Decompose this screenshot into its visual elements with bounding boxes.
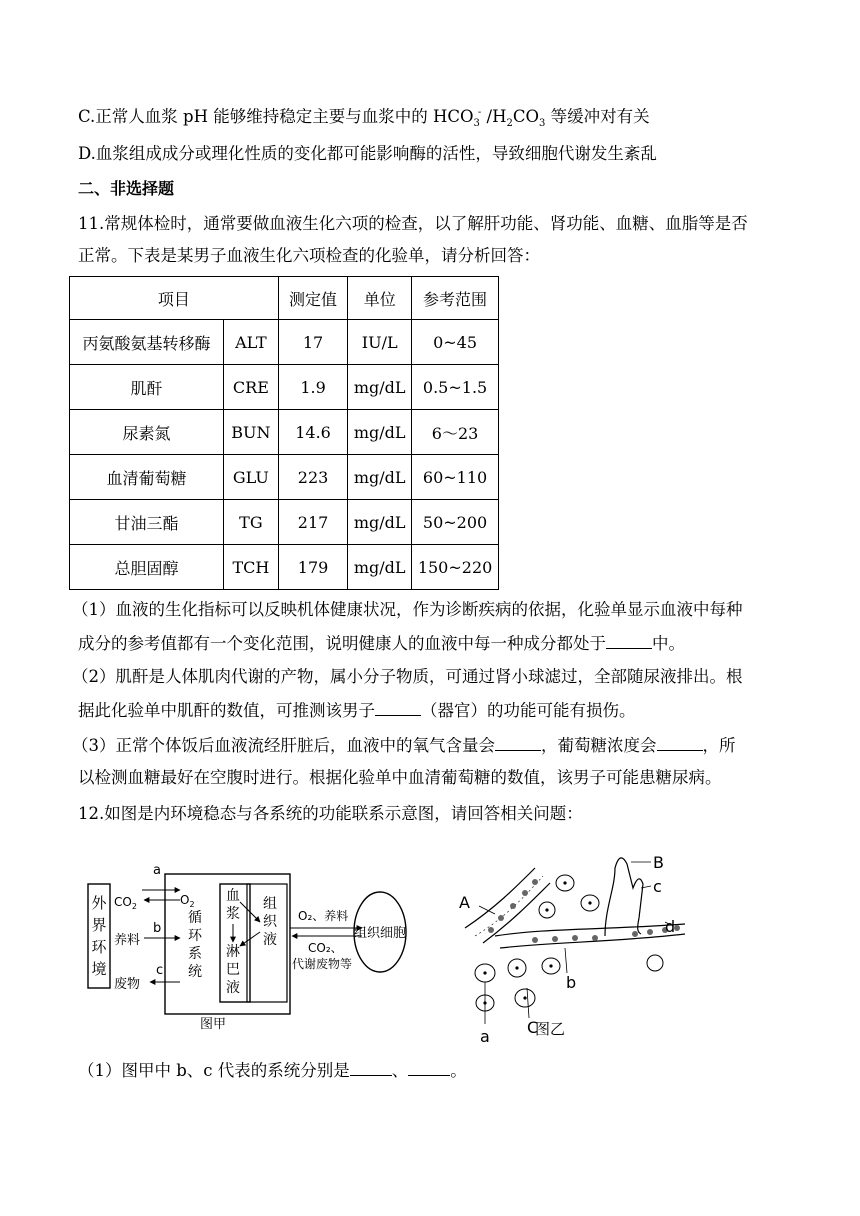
- header-item: 项目: [70, 277, 279, 320]
- waste-label: 废物: [114, 977, 141, 992]
- plasma-char: 浆: [226, 906, 240, 922]
- o2-label: $O_2$: [180, 893, 195, 909]
- cell-unit: mg/dL: [348, 500, 412, 545]
- option-c: C.正常人血浆 pH 能够维持稳定主要与血浆中的 $HCO_3^-$ $/H_2CO_3$ 等缓冲对有关: [78, 107, 650, 129]
- arrow-bottom-label: 代谢废物等: [292, 957, 353, 971]
- circulatory-char: 统: [188, 964, 202, 980]
- answer-blank[interactable]: [375, 699, 421, 716]
- label-a: a: [153, 863, 161, 878]
- table-row: [70, 500, 499, 545]
- option-d: D.血浆组成成分或理化性质的变化都可能影响酶的活性，导致细胞代谢发生紊乱: [78, 144, 657, 163]
- q11-p3-line2: 以检测血糖最好在空腹时进行。根据化验单中血清葡萄糖的数值，该男子可能患糖尿病。: [78, 768, 722, 787]
- table-header-row: [70, 277, 499, 320]
- cell-name: 血清葡萄糖: [70, 455, 224, 500]
- cell-abbr: TG: [224, 500, 279, 545]
- figure-b-caption: 图乙: [535, 1020, 566, 1038]
- cell-value: 1.9: [278, 365, 348, 410]
- figure-a-caption: 图甲: [199, 1017, 227, 1032]
- table-row: [70, 365, 499, 410]
- fig-b-label-B: B: [653, 853, 664, 872]
- co2-label: $CO_2$: [114, 895, 137, 911]
- cell-value: 217: [278, 500, 348, 545]
- table-row: [70, 455, 499, 500]
- header-value: 测定值: [278, 277, 348, 320]
- cell-name: 尿素氮: [70, 410, 224, 455]
- cell-range: 0~45: [412, 320, 499, 365]
- figure-a: [80, 862, 407, 1032]
- fig-b-label-A: A: [459, 893, 470, 912]
- cell-range: 6～23: [412, 410, 499, 455]
- answer-blank[interactable]: [495, 734, 541, 751]
- cell-unit: IU/L: [348, 320, 412, 365]
- answer-blank[interactable]: [408, 1059, 450, 1076]
- header-range: 参考范围: [412, 277, 499, 320]
- fig-b-label-c: c: [653, 877, 662, 896]
- q12-p1: （1）图甲中 b、c 代表的系统分别是 、 。: [78, 1061, 467, 1080]
- cell-value: 14.6: [278, 410, 348, 455]
- circulatory-char: 环: [188, 928, 202, 944]
- table-row: [70, 410, 499, 455]
- cell-range: 0.5~1.5: [412, 365, 499, 410]
- cell-unit: mg/dL: [348, 545, 412, 590]
- cell-name: 丙氨酸氨基转移酶: [70, 320, 224, 365]
- q11-p1-line2: 成分的参考值都有一个变化范围，说明健康人的血液中每一种成分都处于 中。: [78, 634, 685, 653]
- circulatory-char: 系: [188, 946, 202, 962]
- outer-env-char: 境: [91, 960, 107, 978]
- fig-b-label-b: b: [566, 973, 577, 992]
- figure-b: [455, 848, 690, 1046]
- lymph-char: 巴: [226, 962, 240, 978]
- outer-env-char: 界: [91, 916, 107, 934]
- tissue-fluid-char: 组: [263, 896, 277, 912]
- q11-p2-line1: （2）肌酐是人体肌肉代谢的产物，属小分子物质，可通过肾小球滤过，全部随尿液排出。根: [72, 667, 743, 686]
- cell-value: 179: [278, 545, 348, 590]
- cell-abbr: TCH: [224, 545, 279, 590]
- cell-name: 总胆固醇: [70, 545, 224, 590]
- cell-unit: mg/dL: [348, 410, 412, 455]
- nutrients-label: 养料: [114, 933, 141, 948]
- table-row: [70, 545, 499, 590]
- outer-env-char: 环: [91, 938, 107, 956]
- lymph-char: 淋: [226, 944, 240, 960]
- label-c: c: [156, 963, 164, 978]
- outer-env-char: 外: [91, 894, 107, 912]
- section-title: 二、非选择题: [78, 179, 175, 198]
- lab-results-table: [69, 276, 499, 590]
- cell-abbr: GLU: [224, 455, 279, 500]
- circulatory-char: 循: [188, 910, 202, 926]
- cell-unit: mg/dL: [348, 365, 412, 410]
- tissue-fluid-char: 液: [263, 932, 277, 948]
- plasma-char: 血: [226, 888, 240, 904]
- cell-unit: mg/dL: [348, 455, 412, 500]
- arrow-top-label: O₂、养料: [298, 909, 349, 923]
- fig-b-label-a: a: [480, 1027, 490, 1046]
- q11-p3-line1: （3）正常个体饭后血液流经肝脏后，血液中的氧气含量会 ，葡萄糖浓度会 ，所: [72, 736, 736, 755]
- arrow-bottom-label: CO₂、: [308, 941, 343, 955]
- answer-blank[interactable]: [350, 1059, 392, 1076]
- q12-intro: 12.如图是内环境稳态与各系统的功能联系示意图，请回答相关问题：: [78, 804, 583, 823]
- cell-abbr: BUN: [224, 410, 279, 455]
- header-unit: 单位: [348, 277, 412, 320]
- q11-p1-line1: （1）血液的生化指标可以反映机体健康状况，作为诊断疾病的依据，化验单显示血液中每种: [72, 600, 743, 619]
- cell-name: 甘油三酯: [70, 500, 224, 545]
- lymph-char: 液: [226, 980, 240, 996]
- q11-line1: 11.常规体检时，通常要做血液生化六项的检查，以了解肝功能、肾功能、血糖、血脂等是否: [78, 214, 748, 233]
- tissue-fluid-char: 织: [263, 914, 277, 930]
- label-b: b: [153, 921, 162, 936]
- cell-value: 223: [278, 455, 348, 500]
- cell-range: 50~200: [412, 500, 499, 545]
- fig-b-label-C: C: [527, 1018, 539, 1037]
- answer-blank[interactable]: [657, 734, 703, 751]
- cell-value: 17: [278, 320, 348, 365]
- cell-abbr: ALT: [224, 320, 279, 365]
- fig-b-label-d: d: [665, 917, 676, 936]
- cell-name: 肌酐: [70, 365, 224, 410]
- cell-range: 60~110: [412, 455, 499, 500]
- cell-range: 150~220: [412, 545, 499, 590]
- q11-p2-line2: 据此化验单中肌酐的数值，可推测该男子 （器官）的功能可能有损伤。: [78, 701, 636, 720]
- answer-blank[interactable]: [606, 632, 652, 649]
- cell-abbr: CRE: [224, 365, 279, 410]
- tissue-cell-label: 组织细胞: [353, 926, 407, 941]
- q11-line2: 正常。下表是某男子血液生化六项检查的化验单，请分析回答：: [78, 246, 540, 265]
- table-row: [70, 320, 499, 365]
